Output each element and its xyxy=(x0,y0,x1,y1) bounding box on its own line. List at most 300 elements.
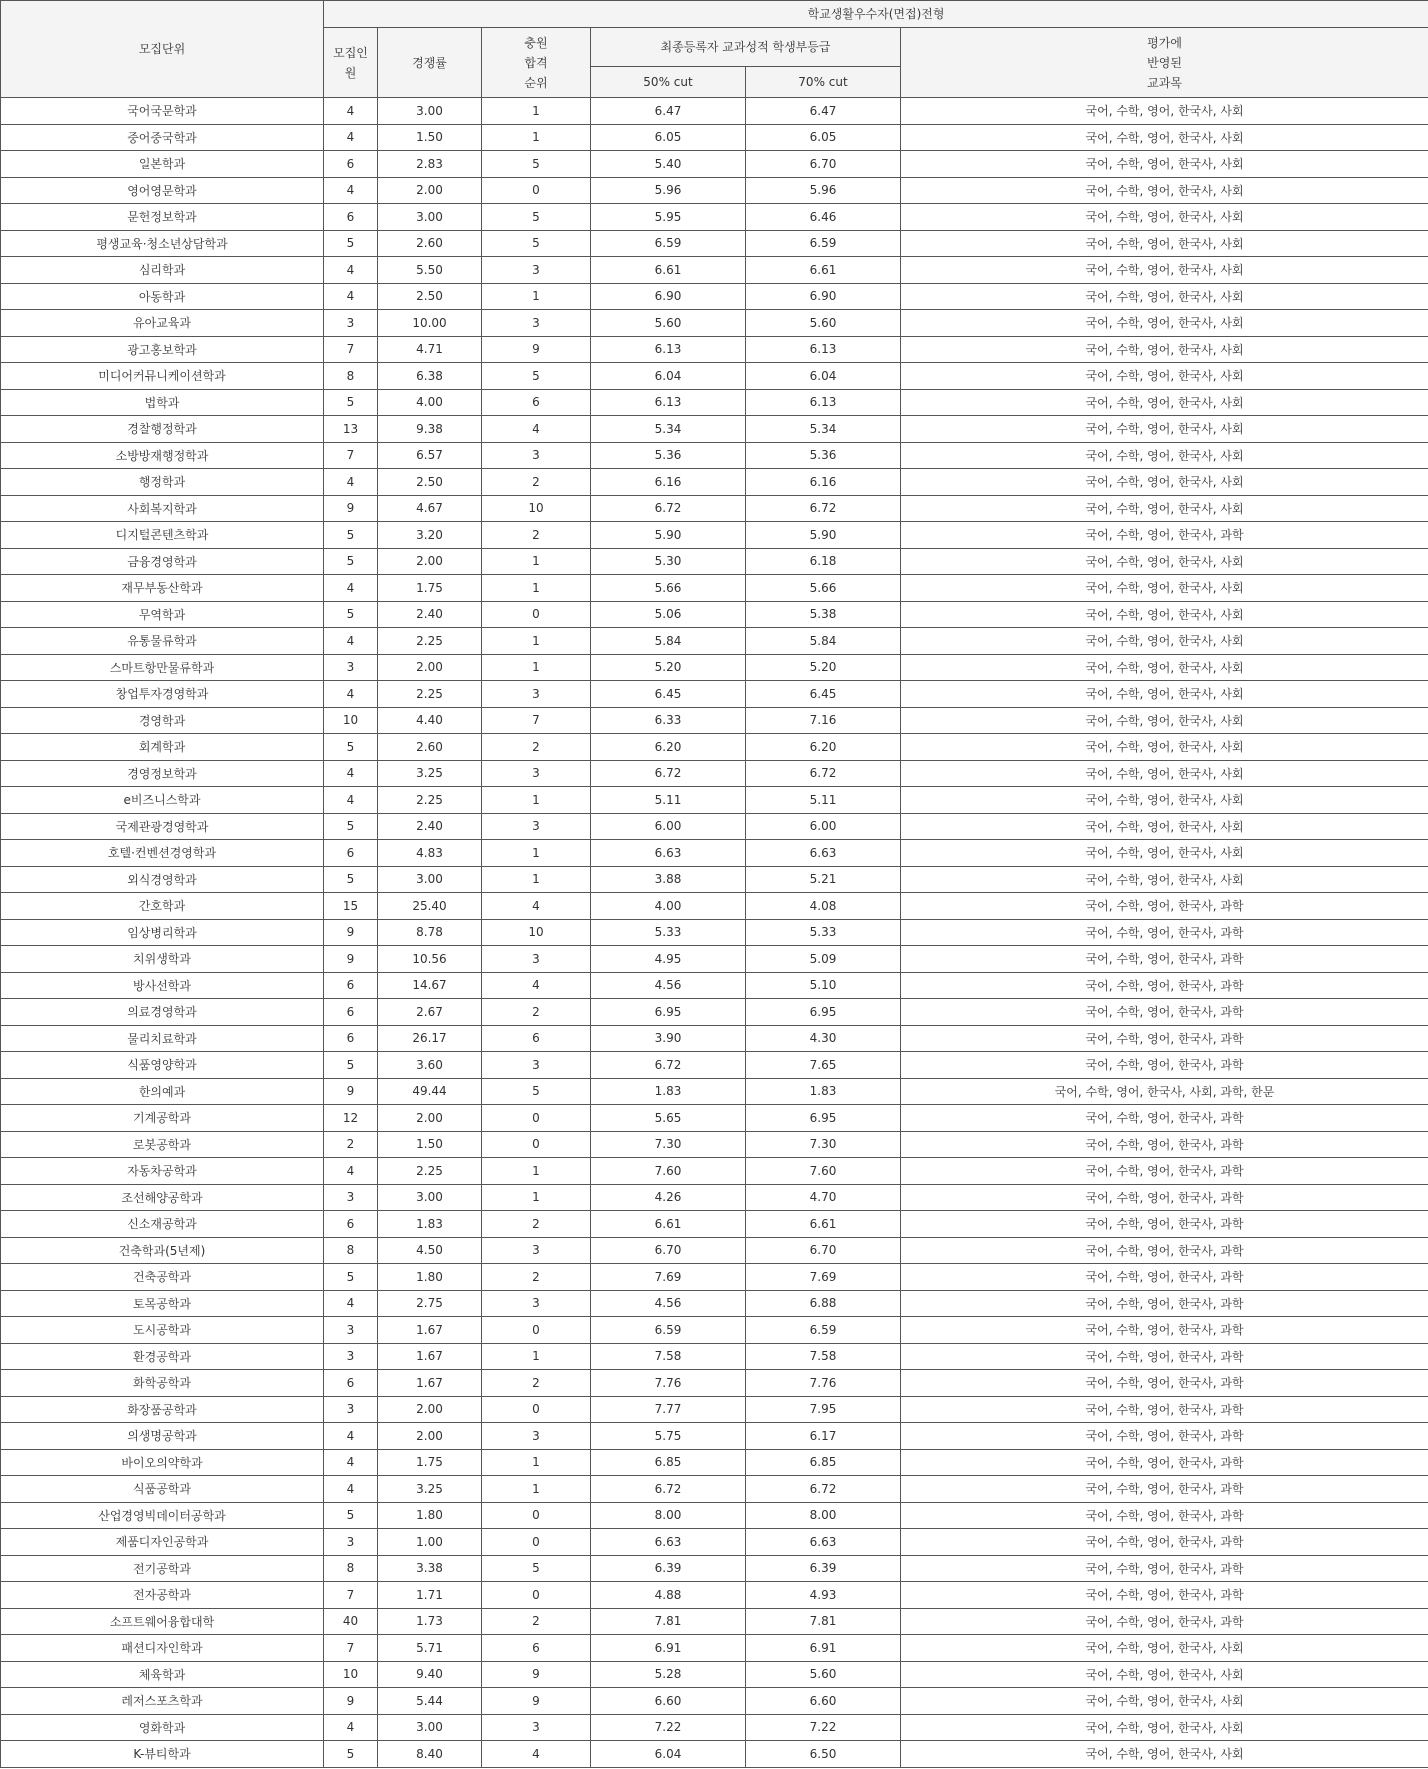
cell-unit: K-뷰티학과 xyxy=(1,1741,324,1768)
cell-subjects: 국어, 수학, 영어, 한국사, 과학 xyxy=(901,1025,1428,1052)
cell-subjects: 국어, 수학, 영어, 한국사, 사회 xyxy=(901,98,1428,125)
table-row xyxy=(1,1635,1428,1662)
cell-unit: 평생교육·청소년상담학과 xyxy=(1,230,324,257)
table-row xyxy=(1,1211,1428,1238)
cell-subjects: 국어, 수학, 영어, 한국사, 과학 xyxy=(901,1264,1428,1291)
cell-cut50: 5.06 xyxy=(591,601,746,628)
cell-subjects: 국어, 수학, 영어, 한국사, 과학 xyxy=(901,1237,1428,1264)
cell-unit: 산업경영빅데이터공학과 xyxy=(1,1502,324,1529)
cell-addpass: 3 xyxy=(482,760,591,787)
cell-subjects: 국어, 수학, 영어, 한국사, 과학 xyxy=(901,1608,1428,1635)
cell-addpass: 5 xyxy=(482,1555,591,1582)
cell-addpass: 5 xyxy=(482,151,591,178)
cell-ratio: 6.38 xyxy=(378,363,482,390)
col-header-grade-group: 최종등록자 교과성적 학생부등급 xyxy=(591,28,901,67)
table-row xyxy=(1,1741,1428,1768)
cell-quota: 3 xyxy=(324,1529,378,1556)
cell-unit: 방사선학과 xyxy=(1,972,324,999)
cell-addpass: 3 xyxy=(482,310,591,337)
cell-unit: e비즈니스학과 xyxy=(1,787,324,814)
cell-unit: 화학공학과 xyxy=(1,1370,324,1397)
cell-ratio: 4.50 xyxy=(378,1237,482,1264)
cell-unit: 소프트웨어융합대학 xyxy=(1,1608,324,1635)
table-row xyxy=(1,760,1428,787)
cell-addpass: 1 xyxy=(482,124,591,151)
cell-ratio: 4.40 xyxy=(378,707,482,734)
cell-cut70: 6.72 xyxy=(746,1476,901,1503)
cell-addpass: 3 xyxy=(482,1423,591,1450)
cell-unit: 유통물류학과 xyxy=(1,628,324,655)
cell-subjects: 국어, 수학, 영어, 한국사, 사회 xyxy=(901,124,1428,151)
cell-quota: 3 xyxy=(324,1343,378,1370)
cell-ratio: 3.00 xyxy=(378,866,482,893)
cell-ratio: 1.50 xyxy=(378,1131,482,1158)
cell-unit: 로봇공학과 xyxy=(1,1131,324,1158)
cell-cut70: 6.00 xyxy=(746,813,901,840)
cell-ratio: 3.00 xyxy=(378,1714,482,1741)
cell-cut50: 6.59 xyxy=(591,1317,746,1344)
cell-cut50: 6.60 xyxy=(591,1688,746,1715)
cell-addpass: 3 xyxy=(482,946,591,973)
cell-unit: 자동차공학과 xyxy=(1,1158,324,1185)
cell-subjects: 국어, 수학, 영어, 한국사, 사회 xyxy=(901,310,1428,337)
table-row xyxy=(1,283,1428,310)
table-row xyxy=(1,1449,1428,1476)
cell-cut70: 6.70 xyxy=(746,1237,901,1264)
cell-cut70: 5.38 xyxy=(746,601,901,628)
cell-quota: 6 xyxy=(324,204,378,231)
cell-cut50: 6.16 xyxy=(591,469,746,496)
cell-cut70: 7.30 xyxy=(746,1131,901,1158)
cell-cut50: 5.20 xyxy=(591,654,746,681)
cell-cut50: 6.72 xyxy=(591,1052,746,1079)
cell-ratio: 2.00 xyxy=(378,654,482,681)
cell-unit: 한의예과 xyxy=(1,1078,324,1105)
table-row xyxy=(1,389,1428,416)
cell-cut70: 5.84 xyxy=(746,628,901,655)
cell-unit: 환경공학과 xyxy=(1,1343,324,1370)
cell-ratio: 1.80 xyxy=(378,1502,482,1529)
cell-ratio: 3.38 xyxy=(378,1555,482,1582)
cell-cut70: 6.60 xyxy=(746,1688,901,1715)
cell-ratio: 1.83 xyxy=(378,1211,482,1238)
cell-quota: 7 xyxy=(324,1635,378,1662)
cell-cut70: 6.61 xyxy=(746,257,901,284)
cell-cut70: 6.59 xyxy=(746,1317,901,1344)
cell-ratio: 2.40 xyxy=(378,813,482,840)
col-header-subjects-line2: 반영된 xyxy=(1147,55,1182,70)
cell-quota: 4 xyxy=(324,1290,378,1317)
table-row xyxy=(1,1078,1428,1105)
cell-ratio: 1.67 xyxy=(378,1317,482,1344)
cell-quota: 5 xyxy=(324,813,378,840)
cell-quota: 5 xyxy=(324,866,378,893)
cell-cut70: 5.11 xyxy=(746,787,901,814)
cell-cut50: 5.95 xyxy=(591,204,746,231)
col-header-addpass-line3: 순위 xyxy=(524,75,548,90)
col-header-subjects xyxy=(901,28,1428,98)
cell-subjects: 국어, 수학, 영어, 한국사, 사회 xyxy=(901,601,1428,628)
table-row xyxy=(1,1264,1428,1291)
cell-subjects: 국어, 수학, 영어, 한국사, 과학 xyxy=(901,972,1428,999)
cell-cut70: 6.88 xyxy=(746,1290,901,1317)
cell-ratio: 3.00 xyxy=(378,1184,482,1211)
table-row xyxy=(1,495,1428,522)
cell-unit: 심리학과 xyxy=(1,257,324,284)
cell-quota: 4 xyxy=(324,257,378,284)
cell-unit: 디지털콘텐츠학과 xyxy=(1,522,324,549)
table-row xyxy=(1,1237,1428,1264)
table-row xyxy=(1,1131,1428,1158)
cell-addpass: 1 xyxy=(482,575,591,602)
cell-quota: 5 xyxy=(324,389,378,416)
cell-subjects: 국어, 수학, 영어, 한국사, 사회 xyxy=(901,257,1428,284)
cell-quota: 12 xyxy=(324,1105,378,1132)
cell-quota: 6 xyxy=(324,999,378,1026)
cell-subjects: 국어, 수학, 영어, 한국사, 사회 xyxy=(901,760,1428,787)
cell-addpass: 7 xyxy=(482,707,591,734)
cell-ratio: 4.71 xyxy=(378,336,482,363)
cell-addpass: 0 xyxy=(482,1317,591,1344)
col-header-group: 학교생활우수자(면접)전형 xyxy=(324,1,1428,28)
cell-ratio: 2.50 xyxy=(378,283,482,310)
cell-cut50: 4.00 xyxy=(591,893,746,920)
cell-unit: 토목공학과 xyxy=(1,1290,324,1317)
cell-ratio: 5.71 xyxy=(378,1635,482,1662)
cell-cut50: 5.60 xyxy=(591,310,746,337)
cell-addpass: 1 xyxy=(482,98,591,125)
cell-ratio: 2.00 xyxy=(378,548,482,575)
cell-cut50: 7.60 xyxy=(591,1158,746,1185)
table-row xyxy=(1,866,1428,893)
cell-ratio: 2.75 xyxy=(378,1290,482,1317)
cell-addpass: 10 xyxy=(482,919,591,946)
cell-quota: 10 xyxy=(324,707,378,734)
table-row xyxy=(1,1661,1428,1688)
table-row xyxy=(1,707,1428,734)
table-row xyxy=(1,124,1428,151)
cell-unit: 경찰행정학과 xyxy=(1,416,324,443)
cell-cut50: 5.96 xyxy=(591,177,746,204)
cell-addpass: 10 xyxy=(482,495,591,522)
cell-addpass: 3 xyxy=(482,442,591,469)
cell-ratio: 10.56 xyxy=(378,946,482,973)
cell-cut50: 6.20 xyxy=(591,734,746,761)
cell-addpass: 1 xyxy=(482,1158,591,1185)
cell-unit: 식품영양학과 xyxy=(1,1052,324,1079)
cell-quota: 4 xyxy=(324,124,378,151)
cell-cut50: 5.30 xyxy=(591,548,746,575)
cell-addpass: 2 xyxy=(482,1608,591,1635)
table-row xyxy=(1,151,1428,178)
cell-addpass: 1 xyxy=(482,787,591,814)
cell-unit: 건축학과(5년제) xyxy=(1,1237,324,1264)
cell-addpass: 5 xyxy=(482,1078,591,1105)
table-row xyxy=(1,919,1428,946)
cell-cut50: 4.26 xyxy=(591,1184,746,1211)
cell-cut50: 5.90 xyxy=(591,522,746,549)
cell-quota: 4 xyxy=(324,1158,378,1185)
cell-cut50: 6.91 xyxy=(591,1635,746,1662)
cell-ratio: 1.75 xyxy=(378,1449,482,1476)
cell-unit: 임상병리학과 xyxy=(1,919,324,946)
cell-subjects: 국어, 수학, 영어, 한국사, 사회 xyxy=(901,363,1428,390)
cell-ratio: 4.00 xyxy=(378,389,482,416)
cell-addpass: 1 xyxy=(482,1343,591,1370)
cell-addpass: 1 xyxy=(482,840,591,867)
cell-addpass: 0 xyxy=(482,1105,591,1132)
cell-addpass: 3 xyxy=(482,1290,591,1317)
table-row xyxy=(1,1529,1428,1556)
cell-cut70: 6.61 xyxy=(746,1211,901,1238)
cell-quota: 9 xyxy=(324,1688,378,1715)
cell-subjects: 국어, 수학, 영어, 한국사, 과학 xyxy=(901,1052,1428,1079)
cell-unit: 광고홍보학과 xyxy=(1,336,324,363)
cell-addpass: 5 xyxy=(482,230,591,257)
cell-cut70: 5.10 xyxy=(746,972,901,999)
cell-unit: 아동학과 xyxy=(1,283,324,310)
cell-cut70: 6.13 xyxy=(746,389,901,416)
cell-unit: 무역학과 xyxy=(1,601,324,628)
cell-cut70: 5.96 xyxy=(746,177,901,204)
cell-quota: 8 xyxy=(324,363,378,390)
cell-unit: 법학과 xyxy=(1,389,324,416)
cell-cut70: 6.39 xyxy=(746,1555,901,1582)
cell-ratio: 26.17 xyxy=(378,1025,482,1052)
cell-quota: 4 xyxy=(324,1449,378,1476)
table-header xyxy=(1,1,1428,98)
cell-cut70: 6.63 xyxy=(746,840,901,867)
cell-ratio: 5.44 xyxy=(378,1688,482,1715)
cell-cut70: 7.95 xyxy=(746,1396,901,1423)
table-row xyxy=(1,1555,1428,1582)
cell-addpass: 3 xyxy=(482,813,591,840)
cell-subjects: 국어, 수학, 영어, 한국사, 과학 xyxy=(901,999,1428,1026)
cell-quota: 6 xyxy=(324,1025,378,1052)
cell-ratio: 1.67 xyxy=(378,1343,482,1370)
cell-addpass: 3 xyxy=(482,681,591,708)
cell-cut50: 6.72 xyxy=(591,1476,746,1503)
cell-cut70: 7.58 xyxy=(746,1343,901,1370)
cell-cut70: 5.09 xyxy=(746,946,901,973)
cell-subjects: 국어, 수학, 영어, 한국사, 과학 xyxy=(901,1105,1428,1132)
cell-cut50: 5.75 xyxy=(591,1423,746,1450)
cell-ratio: 1.67 xyxy=(378,1370,482,1397)
table-row xyxy=(1,1343,1428,1370)
cell-addpass: 3 xyxy=(482,1052,591,1079)
cell-addpass: 1 xyxy=(482,1476,591,1503)
cell-unit: 제품디자인공학과 xyxy=(1,1529,324,1556)
cell-quota: 5 xyxy=(324,548,378,575)
cell-unit: 경영정보학과 xyxy=(1,760,324,787)
cell-subjects: 국어, 수학, 영어, 한국사, 사회 xyxy=(901,707,1428,734)
cell-unit: 중어중국학과 xyxy=(1,124,324,151)
cell-cut50: 6.04 xyxy=(591,363,746,390)
cell-subjects: 국어, 수학, 영어, 한국사, 과학 xyxy=(901,1211,1428,1238)
cell-subjects: 국어, 수학, 영어, 한국사, 사회 xyxy=(901,734,1428,761)
cell-subjects: 국어, 수학, 영어, 한국사, 사회 xyxy=(901,283,1428,310)
cell-quota: 9 xyxy=(324,495,378,522)
cell-cut50: 5.36 xyxy=(591,442,746,469)
table-row xyxy=(1,310,1428,337)
cell-ratio: 1.80 xyxy=(378,1264,482,1291)
cell-addpass: 3 xyxy=(482,1714,591,1741)
table-row xyxy=(1,1476,1428,1503)
cell-quota: 5 xyxy=(324,1502,378,1529)
cell-quota: 10 xyxy=(324,1661,378,1688)
cell-cut50: 7.76 xyxy=(591,1370,746,1397)
cell-cut50: 5.11 xyxy=(591,787,746,814)
cell-cut70: 6.18 xyxy=(746,548,901,575)
cell-quota: 7 xyxy=(324,1582,378,1609)
col-header-addpass-line1: 충원 xyxy=(524,35,548,50)
cell-ratio: 8.40 xyxy=(378,1741,482,1768)
cell-unit: 국제관광경영학과 xyxy=(1,813,324,840)
cell-subjects: 국어, 수학, 영어, 한국사, 과학 xyxy=(901,1184,1428,1211)
cell-ratio: 2.25 xyxy=(378,628,482,655)
cell-unit: 간호학과 xyxy=(1,893,324,920)
cell-cut70: 6.70 xyxy=(746,151,901,178)
cell-unit: 도시공학과 xyxy=(1,1317,324,1344)
cell-ratio: 1.75 xyxy=(378,575,482,602)
cell-unit: 영어영문학과 xyxy=(1,177,324,204)
cell-subjects: 국어, 수학, 영어, 한국사, 사회 xyxy=(901,416,1428,443)
cell-cut50: 5.33 xyxy=(591,919,746,946)
cell-subjects: 국어, 수학, 영어, 한국사, 과학 xyxy=(901,1370,1428,1397)
table-row xyxy=(1,813,1428,840)
table-row xyxy=(1,204,1428,231)
cell-cut50: 6.72 xyxy=(591,760,746,787)
cell-ratio: 3.60 xyxy=(378,1052,482,1079)
table-row xyxy=(1,1052,1428,1079)
table-row xyxy=(1,363,1428,390)
cell-ratio: 2.00 xyxy=(378,1423,482,1450)
cell-cut70: 6.20 xyxy=(746,734,901,761)
col-header-ratio: 경쟁률 xyxy=(378,28,482,98)
cell-ratio: 49.44 xyxy=(378,1078,482,1105)
cell-cut70: 6.95 xyxy=(746,1105,901,1132)
cell-cut50: 6.63 xyxy=(591,1529,746,1556)
cell-cut70: 6.50 xyxy=(746,1741,901,1768)
table-row xyxy=(1,601,1428,628)
cell-ratio: 2.83 xyxy=(378,151,482,178)
table-row xyxy=(1,1582,1428,1609)
cell-subjects: 국어, 수학, 영어, 한국사, 사회 xyxy=(901,840,1428,867)
cell-quota: 4 xyxy=(324,1423,378,1450)
table-row xyxy=(1,257,1428,284)
cell-quota: 3 xyxy=(324,1317,378,1344)
table-row xyxy=(1,840,1428,867)
cell-cut70: 7.60 xyxy=(746,1158,901,1185)
cell-quota: 5 xyxy=(324,522,378,549)
table-row xyxy=(1,336,1428,363)
cell-cut70: 6.91 xyxy=(746,1635,901,1662)
cell-cut70: 8.00 xyxy=(746,1502,901,1529)
cell-unit: 식품공학과 xyxy=(1,1476,324,1503)
cell-ratio: 9.38 xyxy=(378,416,482,443)
cell-addpass: 2 xyxy=(482,734,591,761)
cell-quota: 4 xyxy=(324,760,378,787)
cell-quota: 6 xyxy=(324,840,378,867)
cell-quota: 5 xyxy=(324,1052,378,1079)
cell-cut50: 7.77 xyxy=(591,1396,746,1423)
cell-subjects: 국어, 수학, 영어, 한국사, 과학 xyxy=(901,1396,1428,1423)
cell-cut70: 6.16 xyxy=(746,469,901,496)
table-row xyxy=(1,787,1428,814)
cell-unit: 유아교육과 xyxy=(1,310,324,337)
cell-ratio: 14.67 xyxy=(378,972,482,999)
table-row xyxy=(1,1290,1428,1317)
cell-unit: 레저스포츠학과 xyxy=(1,1688,324,1715)
cell-ratio: 3.25 xyxy=(378,1476,482,1503)
cell-cut70: 4.08 xyxy=(746,893,901,920)
cell-subjects: 국어, 수학, 영어, 한국사, 사회 xyxy=(901,177,1428,204)
cell-cut70: 6.45 xyxy=(746,681,901,708)
cell-ratio: 1.50 xyxy=(378,124,482,151)
cell-cut50: 5.84 xyxy=(591,628,746,655)
cell-unit: 문헌정보학과 xyxy=(1,204,324,231)
cell-cut50: 3.88 xyxy=(591,866,746,893)
cell-addpass: 2 xyxy=(482,522,591,549)
cell-subjects: 국어, 수학, 영어, 한국사, 과학 xyxy=(901,1317,1428,1344)
cell-unit: 스마트항만물류학과 xyxy=(1,654,324,681)
cell-cut70: 7.76 xyxy=(746,1370,901,1397)
cell-cut50: 6.72 xyxy=(591,495,746,522)
cell-ratio: 2.40 xyxy=(378,601,482,628)
col-header-quota-line2: 원 xyxy=(344,65,357,80)
cell-cut50: 6.95 xyxy=(591,999,746,1026)
cell-quota: 4 xyxy=(324,628,378,655)
table-row xyxy=(1,681,1428,708)
cell-addpass: 1 xyxy=(482,628,591,655)
cell-unit: 전기공학과 xyxy=(1,1555,324,1582)
cell-addpass: 5 xyxy=(482,204,591,231)
cell-addpass: 1 xyxy=(482,548,591,575)
cell-cut70: 6.59 xyxy=(746,230,901,257)
cell-cut70: 4.70 xyxy=(746,1184,901,1211)
cell-quota: 8 xyxy=(324,1237,378,1264)
cell-subjects: 국어, 수학, 영어, 한국사, 사회 xyxy=(901,469,1428,496)
cell-cut70: 5.20 xyxy=(746,654,901,681)
table-row xyxy=(1,972,1428,999)
cell-cut70: 5.21 xyxy=(746,866,901,893)
cell-subjects: 국어, 수학, 영어, 한국사, 사회 xyxy=(901,1661,1428,1688)
cell-ratio: 2.50 xyxy=(378,469,482,496)
cell-quota: 3 xyxy=(324,654,378,681)
cell-cut70: 6.72 xyxy=(746,495,901,522)
cell-subjects: 국어, 수학, 영어, 한국사, 사회 xyxy=(901,654,1428,681)
cell-quota: 13 xyxy=(324,416,378,443)
cell-quota: 4 xyxy=(324,681,378,708)
cell-cut70: 6.90 xyxy=(746,283,901,310)
cell-quota: 9 xyxy=(324,1078,378,1105)
cell-addpass: 0 xyxy=(482,1502,591,1529)
cell-cut70: 4.30 xyxy=(746,1025,901,1052)
table-row xyxy=(1,1396,1428,1423)
cell-quota: 7 xyxy=(324,336,378,363)
cell-addpass: 1 xyxy=(482,1449,591,1476)
cell-addpass: 3 xyxy=(482,1237,591,1264)
cell-unit: 국어국문학과 xyxy=(1,98,324,125)
cell-quota: 3 xyxy=(324,1184,378,1211)
table-row xyxy=(1,1370,1428,1397)
cell-cut70: 5.90 xyxy=(746,522,901,549)
table-row xyxy=(1,442,1428,469)
cell-cut70: 5.36 xyxy=(746,442,901,469)
cell-addpass: 3 xyxy=(482,257,591,284)
cell-subjects: 국어, 수학, 영어, 한국사, 사회 xyxy=(901,681,1428,708)
cell-ratio: 3.00 xyxy=(378,98,482,125)
